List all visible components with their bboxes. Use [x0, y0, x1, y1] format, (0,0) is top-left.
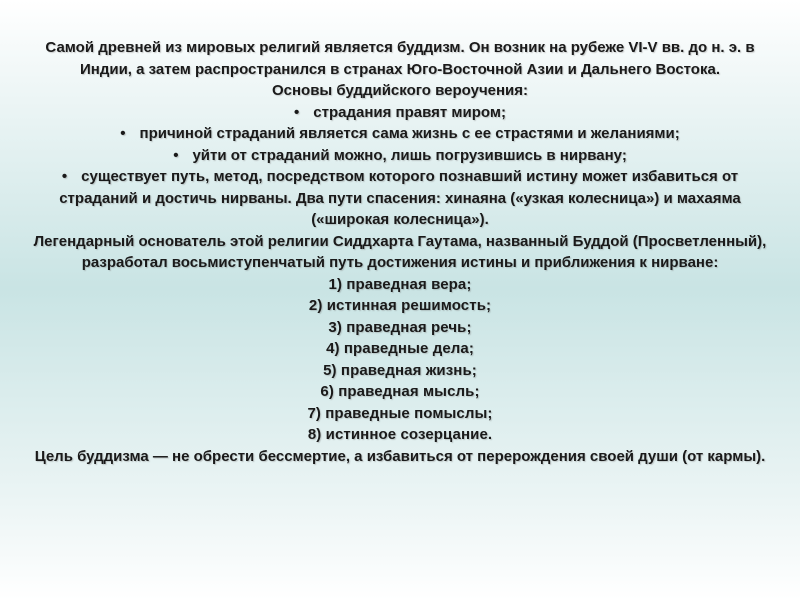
bullet-dot: •: [61, 168, 68, 185]
bullet-item: [26, 123, 774, 145]
bullet-item: [26, 166, 774, 231]
path-step: 6) праведная мысль;: [320, 383, 480, 400]
path-step: 5) праведная жизнь;: [323, 361, 477, 379]
bullet-dot: •: [294, 103, 300, 121]
path-step: 7) праведные помыслы;: [307, 404, 493, 422]
path-step: 2) истинная решимость;: [308, 297, 492, 314]
path-step: 8) истинное созерцание.: [307, 426, 493, 443]
intro-paragraph: Самой древней из мировых религий является буддизм. Он возник на рубеже VI-V вв. до н. э. в Индии, а затем распространился в странах Юго-Восточной Азии и Дальнего Востока.: [45, 39, 755, 78]
bullet-item: [26, 102, 774, 124]
bullet-text: страдания правят миром;: [313, 103, 506, 121]
path-step: 1) праведная вера;: [328, 275, 472, 293]
path-step: 4) праведные дела;: [326, 340, 474, 357]
bullet-item: [26, 145, 774, 167]
conclusion-paragraph: Цель буддизма — не обрести бессмертие, а избавиться от перерождения своей души (от кармы).: [34, 447, 766, 465]
slide-text: [26, 37, 774, 467]
bullet-dot: •: [120, 125, 126, 142]
basics-heading: Основы буддийского вероучения:: [271, 82, 529, 99]
bullet-text: причиной страданий является сама жизнь с ее страстями и желаниями;: [139, 125, 680, 142]
founder-paragraph: Легендарный основатель этой религии Сиддхарта Гаутама, названный Буддой (Просветленный), разработал восьмиступенчатый путь достижения истины и приближения к нирване:: [33, 232, 767, 271]
bullet-dot: •: [173, 146, 179, 164]
path-step: 3) праведная речь;: [328, 318, 472, 336]
bullet-text: существует путь, метод, посредством которого познавший истину может избавиться от страданий и достичь нирваны. Два пути спасения: хинаяна («узкая колесница») и махаяма («широкая колесница»).: [59, 168, 741, 228]
bullet-text: уйти от страданий можно, лишь погрузившись в нирвану;: [192, 146, 627, 164]
